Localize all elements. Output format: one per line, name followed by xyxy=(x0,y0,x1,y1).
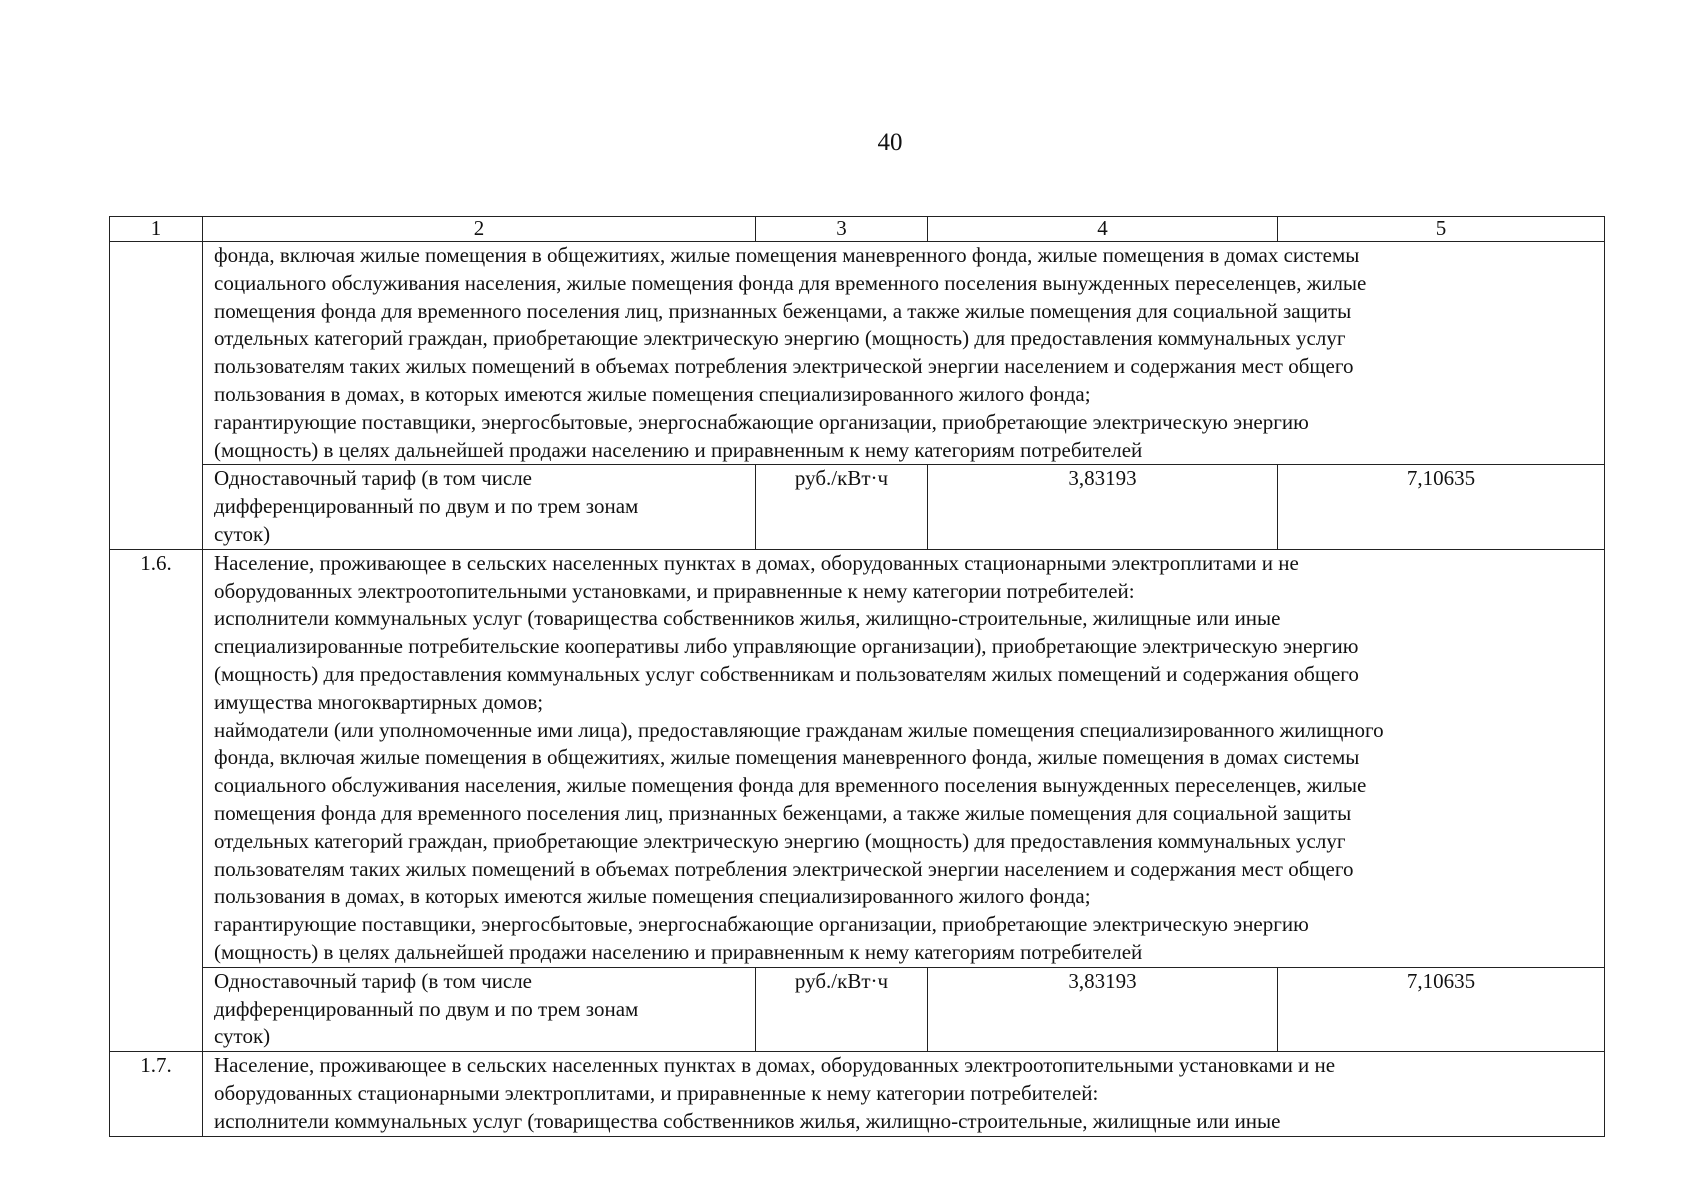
text-line: Население, проживающее в сельских населенных пунктах в домах, оборудованных стационарными электроплитами и не xyxy=(214,550,1299,575)
tariff-row xyxy=(110,967,1605,1051)
header-cell: 5 xyxy=(1278,217,1605,242)
header-cell: 3 xyxy=(756,217,928,242)
row-number: 1.7. xyxy=(110,1052,203,1136)
header-cell: 2 xyxy=(203,217,756,242)
tariff-name xyxy=(203,465,756,549)
text-line: суток) xyxy=(214,1024,271,1049)
tariff-row xyxy=(110,465,1605,549)
text-line: дифференцированный по двум и по трем зонам xyxy=(214,996,639,1021)
text-line: дифференцированный по двум и по трем зонам xyxy=(214,494,639,519)
header-cell: 4 xyxy=(928,217,1278,242)
text-line: фонда, включая жилые помещения в общежитиях, жилые помещения маневренного фонда, жилые помещения в домах системы xyxy=(214,745,1360,770)
text-line: помещения фонда для временного поселения лиц, признанных беженцами, а также жилые помещения для социальной защиты xyxy=(214,800,1352,825)
text-line: социального обслуживания населения, жилые помещения фонда для временного поселения вынужденных переселенцев, жилые xyxy=(214,773,1367,798)
text-line: пользователям таких жилых помещений в объемах потребления электрической энергии населением и содержания мест общего xyxy=(214,856,1354,881)
text-line: социального обслуживания населения, жилые помещения фонда для временного поселения вынужденных переселенцев, жилые xyxy=(214,270,1367,295)
text-line: гарантирующие поставщики, энергосбытовые, энергоснабжающие организации, приобретающие электрическую энергию xyxy=(214,912,1309,937)
text-line: имущества многоквартирных домов; xyxy=(214,689,544,714)
text-line: Население, проживающее в сельских населенных пунктах в домах, оборудованных электроотопительными установками и не xyxy=(214,1053,1336,1078)
table-row xyxy=(110,242,1605,465)
category-description xyxy=(203,1052,1605,1136)
row-number xyxy=(110,242,203,550)
text-line: Одноставочный тариф (в том числе xyxy=(214,968,533,993)
text-line: оборудованных стационарными электроплитами, и приравненные к нему категории потребителей: xyxy=(214,1080,1099,1105)
text-line: пользователям таких жилых помещений в объемах потребления электрической энергии населением и содержания мест общего xyxy=(214,354,1354,379)
text-line: отдельных категорий граждан, приобретающие электрическую энергию (мощность) для предоставления коммунальных услуг xyxy=(214,326,1346,351)
tariff-value-period-2: 7,10635 xyxy=(1278,967,1605,1051)
category-description xyxy=(203,549,1605,967)
text-line: (мощность) в целях дальнейшей продажи населению и приравненным к нему категориям потребителей xyxy=(214,437,1143,462)
tariff-value-period-1: 3,83193 xyxy=(928,465,1278,549)
table-row xyxy=(110,1052,1605,1136)
text-line: (мощность) в целях дальнейшей продажи населению и приравненным к нему категориям потребителей xyxy=(214,939,1143,964)
tariff-value-period-2: 7,10635 xyxy=(1278,465,1605,549)
text-line: пользования в домах, в которых имеются жилые помещения специализированного жилого фонда; xyxy=(214,884,1091,909)
category-description xyxy=(203,242,1605,465)
page-number: 40 xyxy=(877,129,903,156)
table-row xyxy=(110,549,1605,967)
text-line: Одноставочный тариф (в том числе xyxy=(214,466,533,491)
header-cell: 1 xyxy=(110,217,203,242)
text-line: фонда, включая жилые помещения в общежитиях, жилые помещения маневренного фонда, жилые помещения в домах системы xyxy=(214,243,1360,267)
text-line: наймодатели (или уполномоченные ими лица), предоставляющие гражданам жилые помещения специализированного жилищного xyxy=(214,717,1384,742)
tariff-unit: руб./кВт·ч xyxy=(756,465,928,549)
text-line: исполнители коммунальных услуг (товарищества собственников жилья, жилищно-строительные, жилищные или иные xyxy=(214,606,1281,631)
text-line: специализированные потребительские кооперативы либо управляющие организации), приобретающие электрическую энергию xyxy=(214,634,1359,659)
tariff-table xyxy=(109,216,1605,1137)
text-line: суток) xyxy=(214,521,271,546)
text-line: помещения фонда для временного поселения лиц, признанных беженцами, а также жилые помещения для социальной защиты xyxy=(214,298,1352,323)
text-line: гарантирующие поставщики, энергосбытовые, энергоснабжающие организации, приобретающие электрическую энергию xyxy=(214,409,1309,434)
table-header-row xyxy=(110,217,1605,242)
text-line: (мощность) для предоставления коммунальных услуг собственникам и пользователям жилых помещений и содержания общего xyxy=(214,661,1359,686)
tariff-unit: руб./кВт·ч xyxy=(756,967,928,1051)
text-line: исполнители коммунальных услуг (товарищества собственников жилья, жилищно-строительные, жилищные или иные xyxy=(214,1108,1281,1133)
tariff-value-period-1: 3,83193 xyxy=(928,967,1278,1051)
text-line: оборудованных электроотопительными установками, и приравненные к нему категории потребителей: xyxy=(214,578,1135,603)
text-line: пользования в домах, в которых имеются жилые помещения специализированного жилого фонда; xyxy=(214,381,1091,406)
tariff-name xyxy=(203,967,756,1051)
text-line: отдельных категорий граждан, приобретающие электрическую энергию (мощность) для предоставления коммунальных услуг xyxy=(214,828,1346,853)
row-number: 1.6. xyxy=(110,549,203,1051)
